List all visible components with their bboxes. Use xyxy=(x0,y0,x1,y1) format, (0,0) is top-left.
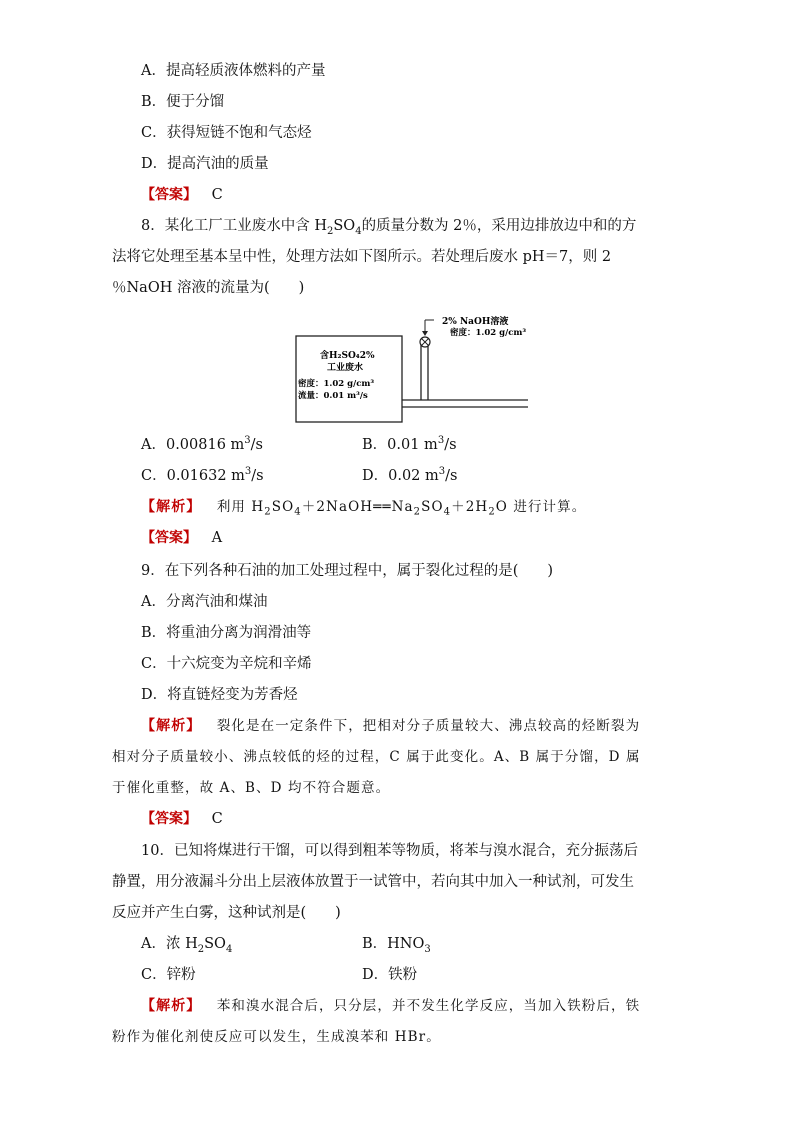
q9-stem: 9．在下列各种石油的加工处理过程中，属于裂化过程的是( ) xyxy=(141,563,554,579)
answer-value: C xyxy=(211,811,223,827)
tank-flow: 流量：0.01 m³/s xyxy=(298,391,368,401)
answer-value: A xyxy=(211,530,223,546)
q7-option-a: A．提高轻质液体燃料的产量 xyxy=(141,63,326,79)
q10-option-c: C．锌粉 xyxy=(141,967,196,983)
tank-density: 密度：1.02 g/cm³ xyxy=(298,379,375,389)
q8-stem-line1: 8．某化工厂工业废水中含 $H_2SO_4$的质量分数为 2％，采用边排放边中和的方 xyxy=(141,218,637,237)
q10-analysis-line1: 【解析】 苯和溴水混合后，只分层，并不发生化学反应，当加入铁粉后，铁 xyxy=(141,998,641,1014)
tank-label-2: 工业废水 xyxy=(327,363,364,373)
naoh-density: 密度：1.02 g/cm³ xyxy=(450,328,527,338)
q7-option-b: B．便于分馏 xyxy=(141,94,225,110)
analysis-label: 【解析】 xyxy=(141,998,202,1014)
q10-stem-line2: 静置，用分液漏斗分出上层液体放置于一试管中，若向其中加入一种试剂，可发生 xyxy=(112,874,634,890)
q9-option-a: A．分离汽油和煤油 xyxy=(141,594,268,610)
answer-value: C xyxy=(211,187,223,203)
q8-answer xyxy=(141,528,222,548)
answer-label: 【答案】 xyxy=(141,187,197,203)
q9-option-c: C．十六烷变为辛烷和辛烯 xyxy=(141,656,312,672)
q10-analysis-line2: 粉作为催化剂使反应可以发生，生成溴苯和 HBr。 xyxy=(112,1029,441,1045)
q9-analysis-line1: 【解析】 裂化是在一定条件下，把相对分子质量较大、沸点较高的烃断裂为 xyxy=(141,718,641,734)
q8-option-a: A．0.00816 $m^3/s$ xyxy=(141,435,263,453)
q9-option-d: D．将直链烃变为芳香烃 xyxy=(141,687,298,703)
q8-option-b: B．0.01 $m^3/s$ xyxy=(362,435,457,453)
naoh-label: 2% NaOH溶液 xyxy=(442,317,509,327)
q10-option-b: B．$HNO_3$ xyxy=(362,936,431,955)
q9-analysis-line3: 于催化重整，故 A、B、D 均不符合题意。 xyxy=(112,780,391,796)
arrow-down-icon xyxy=(422,331,428,336)
analysis-label: 【解析】 xyxy=(141,718,202,734)
q7-option-c: C．获得短链不饱和气态烃 xyxy=(141,125,312,141)
q8-stem-line3: ％NaOH 溶液的流量为( ) xyxy=(112,280,305,296)
q7-answer xyxy=(141,185,223,205)
neutralization-diagram xyxy=(294,314,534,424)
q10-option-d: D．铁粉 xyxy=(362,967,418,983)
q7-option-d: D．提高汽油的质量 xyxy=(141,156,269,172)
q10-stem-line1: 10．已知将煤进行干馏，可以得到粗苯等物质，将苯与溴水混合，充分振荡后 xyxy=(141,843,638,859)
q9-option-b: B．将重油分离为润滑油等 xyxy=(141,625,312,641)
analysis-label: 【解析】 xyxy=(141,499,202,515)
tank-label-1: 含H₂SO₄2% xyxy=(320,351,375,361)
q8-analysis: 【解析】 利用 $H_2SO_4+2NaOH══Na_2SO_4+2H_2O$ 进行计算。 xyxy=(141,499,587,518)
q8-stem-line2: 法将它处理至基本呈中性，处理方法如下图所示。若处理后废水 pH＝7，则 2 xyxy=(112,249,612,265)
answer-label: 【答案】 xyxy=(141,530,197,546)
q9-answer xyxy=(141,809,223,829)
q9-analysis-line2: 相对分子质量较小、沸点较低的烃的过程，C 属于此变化。A、B 属于分馏，D 属 xyxy=(112,749,641,765)
q10-stem-line3: 反应并产生白雾，这种试剂是( ) xyxy=(112,905,341,921)
q8-option-c: C．0.01632 $m^3/s$ xyxy=(141,466,264,484)
q8-option-d: D．0.02 $m^3/s$ xyxy=(362,466,458,484)
answer-label: 【答案】 xyxy=(141,811,197,827)
q10-option-a: A．浓 $H_2SO_4$ xyxy=(141,936,233,955)
